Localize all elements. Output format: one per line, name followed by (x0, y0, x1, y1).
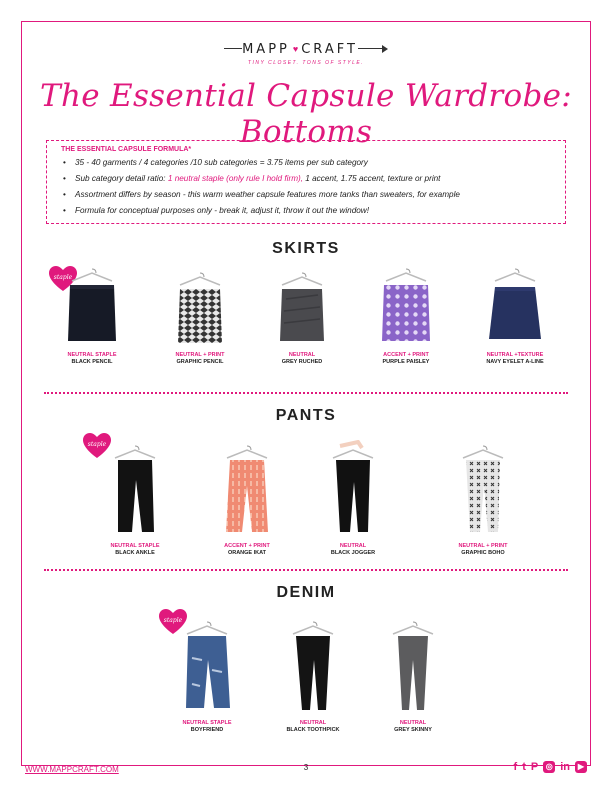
instagram-icon[interactable]: ◎ (543, 761, 555, 773)
skirt-purple-paisley-image (366, 265, 446, 345)
item-category: NEUTRAL STAPLE (67, 352, 117, 358)
page-title: The Essential Capsule Wardrobe: Bottoms (40, 78, 572, 150)
heart-icon: ♥ (292, 44, 299, 54)
item-name: BLACK TOOTHPICK (286, 727, 340, 733)
item-category: ACCENT + PRINT (383, 352, 429, 358)
pants-black-jogger-image (318, 440, 388, 540)
skirt-grey-ruched-image (262, 265, 342, 345)
logo-left-text: MAPP (242, 41, 290, 57)
item-name: PURPLE PAISLEY (382, 359, 430, 365)
skirt-black-pencil-image (52, 265, 132, 345)
formula-bullet-ratio (61, 171, 551, 187)
denim-black-toothpick-image (278, 618, 348, 718)
list-item (197, 543, 297, 557)
pants-orange-ikat-image (212, 440, 282, 540)
linkedin-icon[interactable]: in (560, 761, 570, 773)
item-name: GREY RUCHED (281, 359, 323, 365)
formula-ratio-label: Sub category detail ratio: (75, 174, 168, 183)
formula-bullet: • Formula for conceptual purposes only - break it, adjust it, throw it out the window! (61, 203, 551, 219)
svg-text:staple: staple (53, 274, 73, 281)
item-category: NEUTRAL (339, 543, 367, 549)
formula-ratio-highlight: 1 neutral staple (only rule I hold firm), (167, 174, 304, 183)
list-item (433, 543, 533, 557)
list-item (150, 352, 250, 366)
list-item (157, 720, 257, 734)
item-category: NEUTRAL (299, 720, 327, 726)
formula-list (61, 155, 551, 219)
list-item (363, 720, 463, 734)
arrow-icon (358, 45, 388, 53)
item-name: ORANGE IKAT (227, 550, 267, 556)
brand-logo (0, 40, 612, 66)
twitter-icon[interactable]: t (522, 761, 526, 773)
item-category: ACCENT + PRINT (224, 543, 270, 549)
skirt-navy-eyelet-image (475, 265, 555, 345)
item-name: BLACK PENCIL (71, 359, 113, 365)
formula-bullet: • 35 - 40 garments / 4 categories /10 sub categories = 3.75 items per sub category (61, 155, 551, 171)
formula-box (46, 140, 566, 224)
denim-grey-skinny-image (378, 618, 448, 718)
item-category: NEUTRAL + PRINT (175, 352, 225, 358)
item-category: NEUTRAL +TEXTURE (486, 352, 544, 358)
website-link[interactable]: WWW.MAPPCRAFT.COM (25, 765, 119, 774)
section-divider (44, 569, 568, 571)
item-name: GRAPHIC BOHO (461, 550, 505, 556)
item-name: BOYFRIEND (190, 727, 224, 733)
social-links (514, 761, 587, 773)
item-name: GREY SKINNY (394, 727, 432, 733)
item-category: NEUTRAL STAPLE (110, 543, 160, 549)
section-divider (44, 392, 568, 394)
feather-icon (224, 45, 242, 53)
pants-graphic-boho-image (448, 440, 518, 540)
denim-boyfriend-image (172, 618, 242, 718)
logo-tagline: TINY CLOSET. TONS OF STYLE. (247, 60, 365, 66)
item-category: NEUTRAL (399, 720, 427, 726)
list-item (303, 543, 403, 557)
pants-black-ankle-image (100, 440, 170, 540)
logo-right-text: CRAFT (301, 41, 358, 57)
formula-bullet: • Assortment differs by season - this warm weather capsule features more tanks than sweaters, for example (61, 187, 551, 203)
pinterest-icon[interactable]: P (530, 761, 539, 773)
formula-heading: THE ESSENTIAL CAPSULE FORMULA* (61, 146, 192, 153)
facebook-icon[interactable]: f (513, 761, 518, 773)
item-name: GRAPHIC PENCIL (176, 359, 224, 365)
youtube-icon[interactable]: ▶ (575, 761, 587, 773)
list-item (42, 352, 142, 366)
list-item (85, 543, 185, 557)
list-item (263, 720, 363, 734)
section-title-denim: DENIM (276, 584, 336, 601)
item-name: NAVY EYELET A-LINE (486, 359, 544, 365)
list-item (465, 352, 565, 366)
section-title-skirts: SKIRTS (272, 240, 340, 257)
svg-text:staple: staple (87, 441, 107, 448)
item-name: BLACK ANKLE (115, 550, 155, 556)
section-title-pants: PANTS (275, 407, 337, 424)
item-name: BLACK JOGGER (330, 550, 376, 556)
item-category: NEUTRAL + PRINT (458, 543, 508, 549)
svg-text:staple: staple (163, 617, 183, 624)
page-number: 3 (303, 763, 309, 772)
item-category: NEUTRAL (288, 352, 316, 358)
list-item (252, 352, 352, 366)
list-item (356, 352, 456, 366)
formula-ratio-rest: 1 accent, 1.75 accent, texture or print (303, 174, 441, 183)
item-category: NEUTRAL STAPLE (182, 720, 232, 726)
skirt-graphic-pencil-image (160, 265, 240, 345)
